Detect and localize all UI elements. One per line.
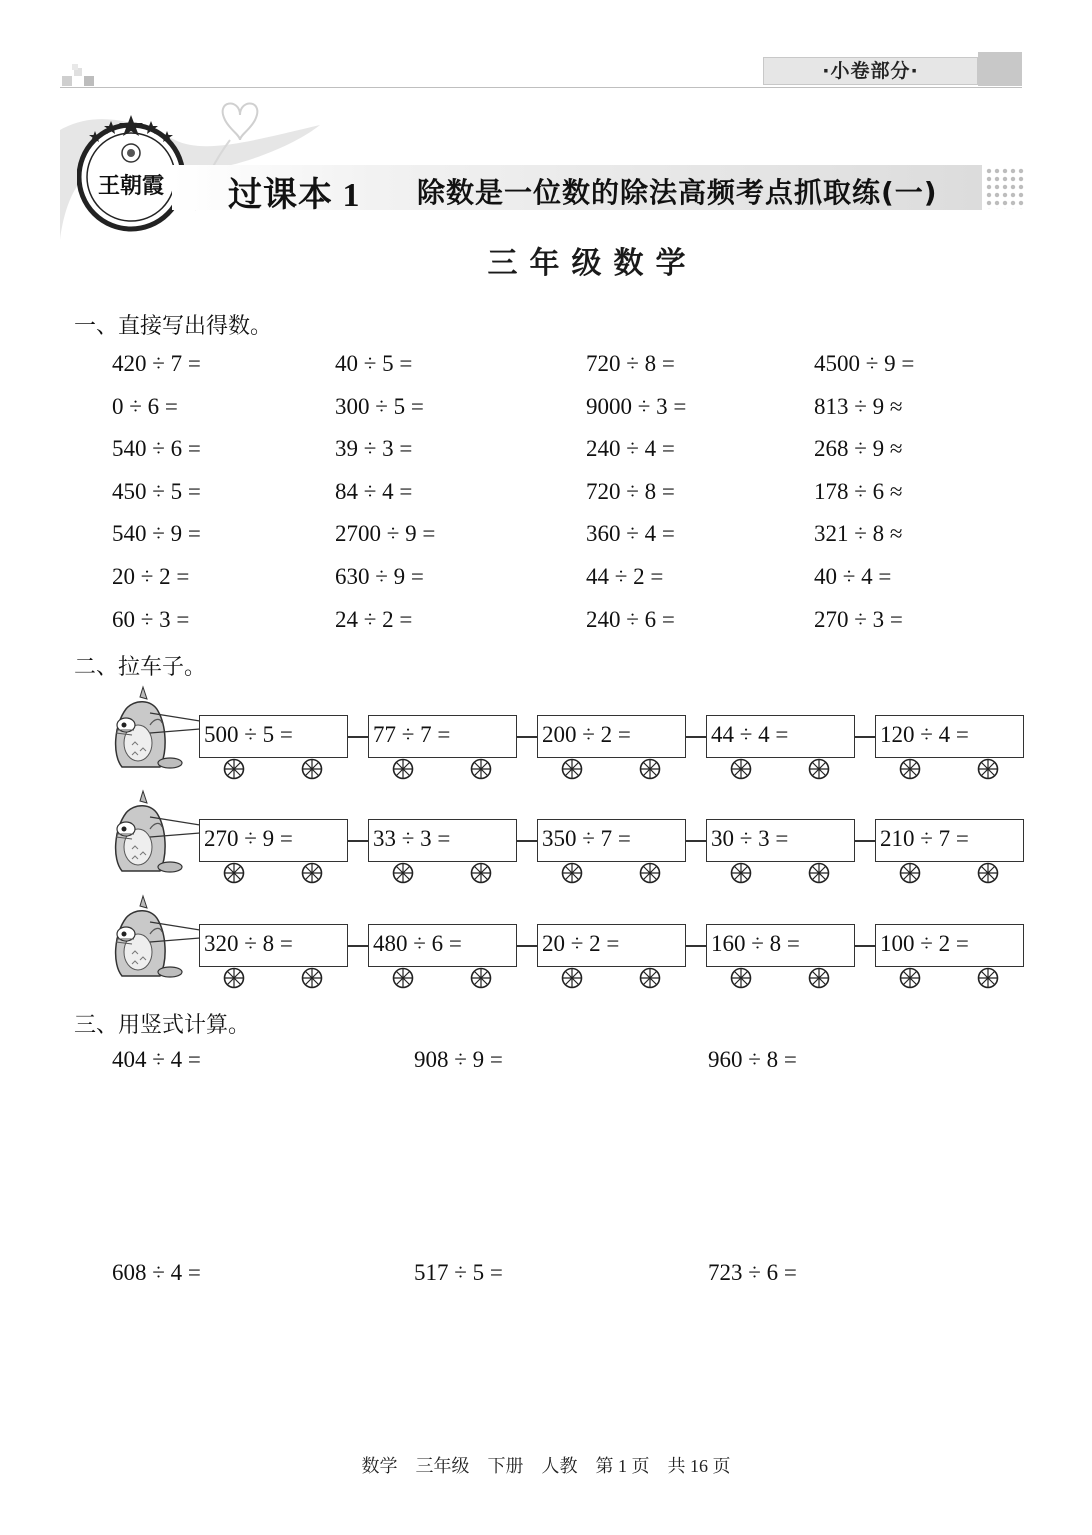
- train-car: [706, 819, 855, 862]
- oral-problem: 720 ÷ 8 =: [586, 351, 675, 376]
- train-car: [537, 819, 686, 862]
- oral-problem: 450 ÷ 5 =: [112, 478, 201, 504]
- oral-problem: 268 ÷ 9 ≈: [814, 436, 903, 462]
- oral-problem: 240 ÷ 4 =: [586, 436, 675, 462]
- train-car-problem: 20 ÷ 2 =: [542, 931, 620, 956]
- train-car-problem: 480 ÷ 6 =: [373, 931, 462, 956]
- logo-badge-icon: [77, 115, 185, 233]
- oral-problem: 2700 ÷ 9 =: [335, 521, 436, 547]
- train-coupler: [855, 945, 875, 947]
- wheel-icon: [899, 758, 921, 780]
- train-car: [199, 715, 348, 758]
- section3-heading: 三、用竖式计算。: [74, 1013, 251, 1038]
- oral-problem: 321 ÷ 8 ≈: [814, 521, 903, 547]
- train-car: [875, 819, 1024, 862]
- wheel-icon: [301, 967, 323, 989]
- train-coupler: [348, 736, 368, 738]
- train-car-problem: 44 ÷ 4 =: [711, 722, 789, 747]
- wheel-icon: [730, 862, 752, 884]
- oral-problem: 0 ÷ 6 =: [112, 393, 178, 419]
- oral-problem: 270 ÷ 3 =: [814, 606, 903, 632]
- wheel-icon: [808, 758, 830, 780]
- wheel-icon: [301, 862, 323, 884]
- oral-problem: 420 ÷ 7 =: [112, 351, 201, 376]
- wheel-icon: [639, 758, 661, 780]
- train-car-problem: 77 ÷ 7 =: [373, 722, 451, 747]
- train-car-problem: 160 ÷ 8 =: [711, 931, 800, 956]
- wheel-icon: [977, 862, 999, 884]
- vertical-calc-problem: 960 ÷ 8 =: [708, 1047, 797, 1072]
- train-coupler: [855, 736, 875, 738]
- wheel-icon: [808, 862, 830, 884]
- oral-problem: 360 ÷ 4 =: [586, 521, 675, 547]
- vertical-calc-problem: 608 ÷ 4 =: [112, 1260, 201, 1285]
- oral-problem: 40 ÷ 4 =: [814, 564, 892, 589]
- train-car-problem: 350 ÷ 7 =: [542, 826, 631, 851]
- train-car-problem: 500 ÷ 5 =: [204, 722, 293, 747]
- train-car: [199, 819, 348, 862]
- vertical-calc-problem: 517 ÷ 5 =: [414, 1260, 503, 1285]
- section-tag: ·小卷部分·: [822, 60, 919, 82]
- train-car-problem: 270 ÷ 9 =: [204, 826, 293, 851]
- wheel-icon: [470, 862, 492, 884]
- oral-problem: 540 ÷ 9 =: [112, 521, 201, 547]
- wheel-icon: [730, 967, 752, 989]
- train-car-problem: 210 ÷ 7 =: [880, 826, 969, 851]
- wheel-icon: [639, 862, 661, 884]
- totoro-character-icon: [110, 685, 200, 775]
- vertical-calc-problem: 723 ÷ 6 =: [708, 1260, 797, 1285]
- train-coupler: [686, 840, 706, 842]
- oral-problem: 540 ÷ 6 =: [112, 436, 201, 462]
- train-coupler: [517, 736, 537, 738]
- train-coupler: [517, 945, 537, 947]
- oral-problem: 240 ÷ 6 =: [586, 606, 675, 632]
- train-car: [875, 924, 1024, 967]
- vertical-calc-problem: 908 ÷ 9 =: [414, 1047, 503, 1072]
- wheel-icon: [223, 758, 245, 780]
- train-car-problem: 33 ÷ 3 =: [373, 826, 451, 851]
- wheel-icon: [392, 967, 414, 989]
- wheel-icon: [899, 862, 921, 884]
- oral-problem: 60 ÷ 3 =: [112, 606, 190, 632]
- lesson-title: 除数是一位数的除法高频考点抓取练(一): [417, 176, 938, 209]
- oral-problem: 9000 ÷ 3 =: [586, 393, 687, 419]
- train-car-problem: 200 ÷ 2 =: [542, 722, 631, 747]
- section1-heading: 一、直接写出得数。: [74, 314, 273, 339]
- wheel-icon: [392, 758, 414, 780]
- page-title: 三年级数学: [487, 246, 698, 281]
- oral-problem: 813 ÷ 9 ≈: [814, 393, 903, 419]
- wheel-icon: [977, 758, 999, 780]
- train-coupler: [517, 840, 537, 842]
- wheel-icon: [392, 862, 414, 884]
- totoro-character-icon: [110, 789, 200, 879]
- train-car-problem: 100 ÷ 2 =: [880, 931, 969, 956]
- totoro-character-icon: [110, 894, 200, 984]
- oral-problem: 300 ÷ 5 =: [335, 393, 424, 419]
- train-car: [875, 715, 1024, 758]
- train-car-problem: 120 ÷ 4 =: [880, 722, 969, 747]
- oral-problem: 720 ÷ 8 =: [586, 478, 675, 504]
- train-car: [368, 924, 517, 967]
- wheel-icon: [899, 967, 921, 989]
- train-car: [537, 715, 686, 758]
- wheel-icon: [561, 862, 583, 884]
- lesson-label: 过课本 1: [228, 177, 361, 214]
- wheel-icon: [470, 967, 492, 989]
- title-band-dots: [985, 167, 1025, 209]
- corner-decoration: [62, 64, 102, 88]
- train-car-problem: 320 ÷ 8 =: [204, 931, 293, 956]
- oral-problem: 24 ÷ 2 =: [335, 606, 413, 632]
- header-rule: [60, 87, 1022, 88]
- oral-problem: 44 ÷ 2 =: [586, 564, 664, 589]
- train-coupler: [686, 736, 706, 738]
- oral-problem: 4500 ÷ 9 =: [814, 351, 915, 376]
- wheel-icon: [223, 862, 245, 884]
- svg-text:王朝霞: 王朝霞: [97, 173, 165, 199]
- oral-problem: 39 ÷ 3 =: [335, 436, 413, 462]
- wheel-icon: [470, 758, 492, 780]
- oral-problem: 630 ÷ 9 =: [335, 564, 424, 589]
- wheel-icon: [730, 758, 752, 780]
- vertical-calc-problem: 404 ÷ 4 =: [112, 1047, 201, 1072]
- train-coupler: [855, 840, 875, 842]
- wheel-icon: [808, 967, 830, 989]
- train-coupler: [348, 945, 368, 947]
- oral-problem: 84 ÷ 4 =: [335, 478, 413, 504]
- train-car: [537, 924, 686, 967]
- wheel-icon: [223, 967, 245, 989]
- train-coupler: [348, 840, 368, 842]
- wheel-icon: [561, 967, 583, 989]
- train-car-problem: 30 ÷ 3 =: [711, 826, 789, 851]
- train-car: [368, 715, 517, 758]
- wheel-icon: [639, 967, 661, 989]
- section2-heading: 二、拉车子。: [74, 655, 207, 680]
- train-car: [706, 715, 855, 758]
- section-tag-accent: [978, 52, 1022, 86]
- train-car: [368, 819, 517, 862]
- train-car: [199, 924, 348, 967]
- train-coupler: [686, 945, 706, 947]
- oral-problem: 40 ÷ 5 =: [335, 351, 413, 376]
- page-footer: 数学 三年级 下册 人教 第 1 页 共 16 页: [361, 1456, 731, 1476]
- wheel-icon: [977, 967, 999, 989]
- wheel-icon: [561, 758, 583, 780]
- wheel-icon: [301, 758, 323, 780]
- oral-problem: 178 ÷ 6 ≈: [814, 478, 903, 504]
- oral-problem: 20 ÷ 2 =: [112, 564, 190, 589]
- train-car: [706, 924, 855, 967]
